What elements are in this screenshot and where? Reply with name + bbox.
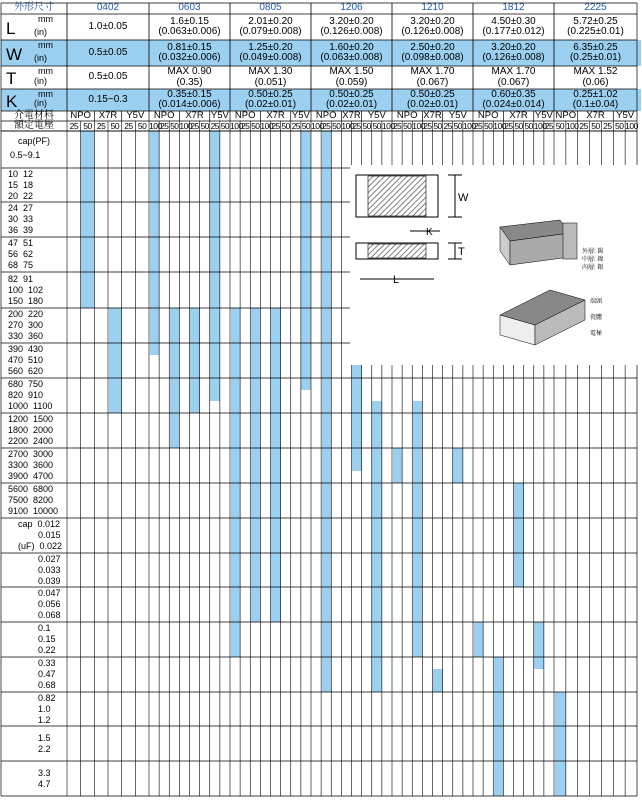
material-label: Y5V	[126, 110, 145, 121]
dim-value-line: 0.50±0.25	[329, 88, 374, 100]
voltage-value: 50	[372, 121, 382, 131]
cap-value: 1000 1100	[8, 401, 53, 411]
voltage-value: 50	[514, 121, 523, 131]
voltage-value: 25	[473, 121, 483, 131]
cap-value: 0.033	[38, 564, 61, 575]
voltage-value: 50	[402, 121, 412, 131]
voltage-value: 25	[159, 121, 169, 131]
cap-value: 82 91	[8, 273, 34, 284]
dim-letter: L	[6, 18, 16, 38]
voltage-value: 50	[453, 121, 463, 131]
dielectric-label: 介電材料	[14, 110, 54, 121]
voltage-value: 25	[392, 121, 402, 131]
dim-value-line: (0.049±0.008)	[239, 52, 302, 63]
dim-value-line: (0.024±0.014)	[482, 99, 545, 110]
cap-value: cap 0.012	[18, 519, 61, 529]
voltage-value: 50	[483, 121, 493, 131]
dim-value-line: (0.032±0.006)	[158, 52, 221, 63]
dim-value-line: 1.25±0.20	[248, 41, 293, 53]
voltage-value: 100	[625, 121, 638, 131]
dim-value-line: (0.225±0.01)	[567, 26, 624, 37]
dim-value-line: MAX 0.90	[167, 66, 212, 77]
package-size: 0402	[96, 2, 120, 14]
cap-value: 3900 4700	[8, 471, 54, 481]
cap-value: 0.47	[38, 669, 56, 679]
cap-value: 15 18	[8, 179, 34, 190]
voltage-value: 50	[251, 121, 260, 131]
voltage-value: 25	[504, 121, 513, 131]
cap-value: 820 910	[8, 390, 44, 400]
unit-in: (in)	[34, 27, 47, 37]
cap-value: 100 102	[8, 284, 44, 295]
cap-value: 0.1	[38, 623, 51, 633]
dim-value-line: 1.60±0.20	[329, 41, 374, 53]
voltage-value: 50	[110, 121, 120, 131]
chip-3d-terminal	[563, 223, 577, 259]
voltage-value: 50	[301, 121, 311, 131]
package-size: 0603	[178, 2, 201, 14]
material-label: NPO	[315, 110, 337, 121]
unit-in: (in)	[34, 98, 47, 108]
dim-value-line: (0.051)	[254, 76, 287, 88]
dim-value-line: (0.06)	[582, 76, 609, 88]
package-size: 2225	[584, 2, 607, 14]
cap-value: 680 750	[8, 379, 44, 389]
voltage-value: 25	[271, 121, 280, 131]
dim-value-line: 1.0±0.05	[88, 20, 128, 32]
t-label: T	[458, 246, 465, 258]
component-diagram	[350, 165, 638, 365]
l-label: L	[393, 274, 400, 286]
cap-value: 2200 2400	[8, 436, 54, 446]
voltage-value: 50	[555, 121, 565, 131]
voltage-value: 25	[443, 121, 452, 131]
cap-value: 150 180	[8, 295, 44, 306]
dim-value-line: (0.25±0.01)	[569, 52, 622, 63]
cap-value: 270 300	[8, 320, 44, 330]
voltage-value: 50	[137, 121, 147, 131]
cap-value: 0.039	[38, 575, 61, 586]
cap-value: 1800 2000	[8, 425, 54, 435]
material-label: NPO	[70, 110, 91, 121]
voltage-value: 25	[579, 121, 588, 131]
cap-value: 0.68	[38, 680, 56, 690]
cap-value: 5600 6800	[8, 484, 54, 494]
legend-middle: 中層: 鎳	[582, 257, 604, 263]
dim-value-line: 0.5±0.05	[88, 46, 128, 58]
voltage-value: 100	[260, 121, 274, 131]
cap-value: 0.15	[38, 634, 56, 644]
unit-in: (in)	[34, 76, 47, 86]
cap-value: 2.2	[38, 743, 51, 754]
material-label: X7R	[98, 110, 118, 121]
voltage-value: 25	[321, 121, 331, 131]
dim-value-line: (0.063±0.008)	[320, 52, 383, 63]
cap-value: 1.0	[38, 703, 51, 714]
material-label: NPO	[153, 110, 175, 121]
legend-terminal: 端頭	[590, 299, 603, 305]
dim-value-line: MAX 1.30	[248, 66, 293, 77]
chip-dimension-drawing	[350, 165, 638, 365]
cap-value: 470 510	[8, 355, 44, 365]
cap-value: 200 220	[8, 309, 44, 319]
cap-value: 390 430	[8, 344, 44, 354]
voltage-value: 50	[524, 121, 533, 131]
cap-value: 1.2	[38, 714, 51, 725]
voltage-value: 25	[210, 121, 220, 131]
cap-value: 7500 8200	[8, 495, 54, 505]
cap-value: 3.3	[38, 767, 51, 778]
cap-value: 3300 3600	[8, 460, 54, 470]
dim-value-line: 5.72±0.25	[573, 15, 618, 27]
cap-value: 56 62	[8, 249, 34, 259]
material-label: Y5V	[210, 110, 229, 121]
material-label: NPO	[555, 110, 577, 121]
voltage-value: 50	[614, 121, 624, 131]
dim-value-line: 0.50±0.25	[410, 88, 455, 100]
dim-value-line: (0.126±0.008)	[401, 26, 464, 37]
unit-in: (in)	[34, 53, 47, 63]
voltage-value: 25	[352, 121, 361, 131]
voltage-value: 25	[190, 121, 199, 131]
legend-inner: 內層: 銀	[582, 265, 604, 271]
dim-value-line: (0.063±0.006)	[158, 26, 221, 37]
material-label: X7R	[185, 110, 204, 121]
voltage-value: 25	[291, 121, 301, 131]
voltage-value: 50	[362, 121, 371, 131]
package-size: 1206	[340, 2, 363, 14]
dim-value-line: (0.02±0.01)	[244, 99, 297, 110]
dim-value-line: (0.079±0.008)	[239, 26, 302, 37]
voltage-value: 25	[96, 121, 106, 131]
dim-value-line: 6.35±0.25	[573, 41, 618, 53]
cap-value: 20 22	[8, 190, 34, 201]
cap-value: 560 620	[8, 366, 44, 376]
cap-value: 10 12	[8, 168, 34, 179]
cap-value: 1200 1500	[8, 414, 54, 424]
package-size: 1812	[502, 2, 525, 14]
material-label: NPO	[477, 110, 499, 121]
voltage-value: 50	[591, 121, 600, 131]
material-label: NPO	[396, 110, 418, 121]
legend-outer: 外層: 錫	[582, 249, 604, 255]
dim-value-line: 2.50±0.20	[410, 41, 455, 53]
unit-mm: mm	[38, 14, 53, 24]
cap-value: 0.015	[38, 530, 61, 540]
material-label: Y5V	[291, 110, 310, 121]
cap-value: 0.33	[38, 658, 56, 668]
dim-value-line: 3.20±0.20	[329, 15, 374, 27]
cap-value: 4.7	[38, 778, 51, 789]
voltage-value: 50	[281, 121, 290, 131]
legend-electrode: 電極	[590, 331, 603, 337]
dim-value-line: (0.126±0.008)	[320, 26, 383, 37]
dim-value-line: 2.01±0.20	[248, 15, 293, 27]
dim-value-line: 0.50±0.25	[248, 88, 293, 100]
voltage-value: 100	[533, 121, 547, 131]
dim-value-line: 0.81±0.15	[167, 41, 212, 53]
voltage-value: 50	[170, 121, 179, 131]
dim-value-line: MAX 1.50	[329, 66, 374, 77]
chip-top-body	[368, 176, 426, 216]
dim-value-line: 0.60±0.35	[491, 88, 536, 100]
voltage-value: 100	[381, 121, 395, 131]
cap-value: 24 27	[8, 203, 34, 213]
voltage-value: 100	[341, 121, 355, 131]
cap-value: 2700 3000	[8, 449, 54, 459]
voltage-value: 100	[462, 121, 476, 131]
cap-value: 0.027	[38, 553, 61, 564]
voltage-value: 50	[332, 121, 341, 131]
voltage-value: 100	[179, 121, 193, 131]
dim-value-line: (0.1±0.04)	[572, 99, 619, 110]
package-size: 0805	[259, 2, 282, 14]
material-label: X7R	[509, 110, 528, 121]
voltage-value: 100	[412, 121, 425, 131]
cap-value: 0.22	[38, 645, 56, 655]
cap-value: 1.5	[38, 732, 51, 743]
cap-value: 0.82	[38, 692, 56, 703]
material-label: NPO	[234, 110, 256, 121]
dim-value-line: (0.014±0.006)	[158, 99, 221, 110]
unit-mm: mm	[38, 66, 53, 76]
voltage-value: 100	[230, 121, 243, 131]
voltage-value: 50	[220, 121, 230, 131]
voltage-value: 100	[149, 121, 162, 131]
material-label: Y5V	[367, 110, 386, 121]
material-label: Y5V	[616, 110, 635, 121]
unit-mm: mm	[38, 89, 53, 99]
legend-ceramic: 瓷體	[590, 315, 603, 321]
voltage-value: 25	[544, 121, 554, 131]
dim-value-line: 0.15~0.3	[88, 93, 128, 105]
cap-value: 9100 10000	[8, 506, 59, 516]
voltage-value: 50	[200, 121, 209, 131]
dim-value-line: 0.35±0.15	[167, 88, 212, 100]
dim-value-line: 3.20±0.20	[410, 15, 455, 27]
dim-value-line: MAX 1.52	[573, 66, 618, 77]
voltage-label: 額定電壓	[14, 120, 54, 131]
voltage-value: 25	[69, 121, 79, 131]
dim-value-line: (0.098±0.008)	[401, 52, 464, 63]
voltage-value: 25	[423, 121, 432, 131]
package-size: 1210	[421, 2, 444, 14]
voltage-value: 25	[603, 121, 612, 131]
material-label: Y5V	[534, 110, 553, 121]
dim-letter: K	[6, 91, 18, 111]
material-label: X7R	[586, 110, 605, 121]
voltage-value: 100	[493, 121, 506, 131]
dim-value-line: MAX 1.70	[410, 66, 455, 77]
dim-letter: T	[6, 69, 17, 88]
cap-value: 0.5~9.1	[10, 150, 41, 160]
w-label: W	[458, 192, 469, 204]
cap-value: 47 51	[8, 238, 34, 248]
cap-value: 0.068	[38, 610, 61, 620]
voltage-value: 100	[565, 121, 579, 131]
material-label: X7R	[266, 110, 285, 121]
cap-value: cap(PF)	[18, 136, 51, 146]
voltage-value: 50	[83, 121, 92, 131]
cap-value: 0.047	[38, 588, 61, 598]
dim-value-line: (0.35)	[176, 76, 203, 88]
dim-value-line: (0.02±0.01)	[406, 99, 459, 110]
k-label: K	[426, 227, 433, 238]
material-label: X7R	[423, 110, 442, 121]
dim-value-line: 1.6±0.15	[170, 15, 209, 27]
voltage-value: 50	[433, 121, 442, 131]
cap-value: (uF) 0.022	[18, 541, 63, 551]
dim-value-line: (0.02±0.01)	[325, 99, 378, 110]
dim-value-line: (0.126±0.008)	[482, 52, 545, 63]
cap-value: 30 33	[8, 214, 34, 224]
material-label: X7R	[342, 110, 361, 121]
dim-value-line: (0.067)	[416, 76, 449, 88]
chip-side-body	[368, 244, 426, 258]
dim-value-line: 0.25±1.02	[573, 88, 618, 100]
cap-value: 36 39	[8, 225, 34, 235]
cap-value: 68 75	[8, 260, 34, 270]
dim-value-line: (0.177±0.012)	[482, 26, 545, 37]
unit-mm: mm	[38, 40, 53, 50]
dim-letter: W	[6, 44, 23, 64]
voltage-value: 100	[311, 121, 324, 131]
material-label: Y5V	[448, 110, 467, 121]
dim-value-line: 3.20±0.20	[491, 41, 536, 53]
dim-value-line: 4.50±0.30	[491, 15, 536, 27]
dim-value-line: 0.5±0.05	[88, 71, 128, 83]
size-label: 外形尺寸	[14, 2, 54, 14]
dim-value-line: (0.059)	[335, 76, 368, 88]
dim-value-line: MAX 1.70	[491, 66, 536, 77]
voltage-value: 25	[124, 121, 133, 131]
cap-value: 330 360	[8, 331, 44, 341]
voltage-value: 25	[240, 121, 250, 131]
dim-value-line: (0.067)	[497, 76, 530, 88]
cap-value: 0.056	[38, 599, 61, 609]
